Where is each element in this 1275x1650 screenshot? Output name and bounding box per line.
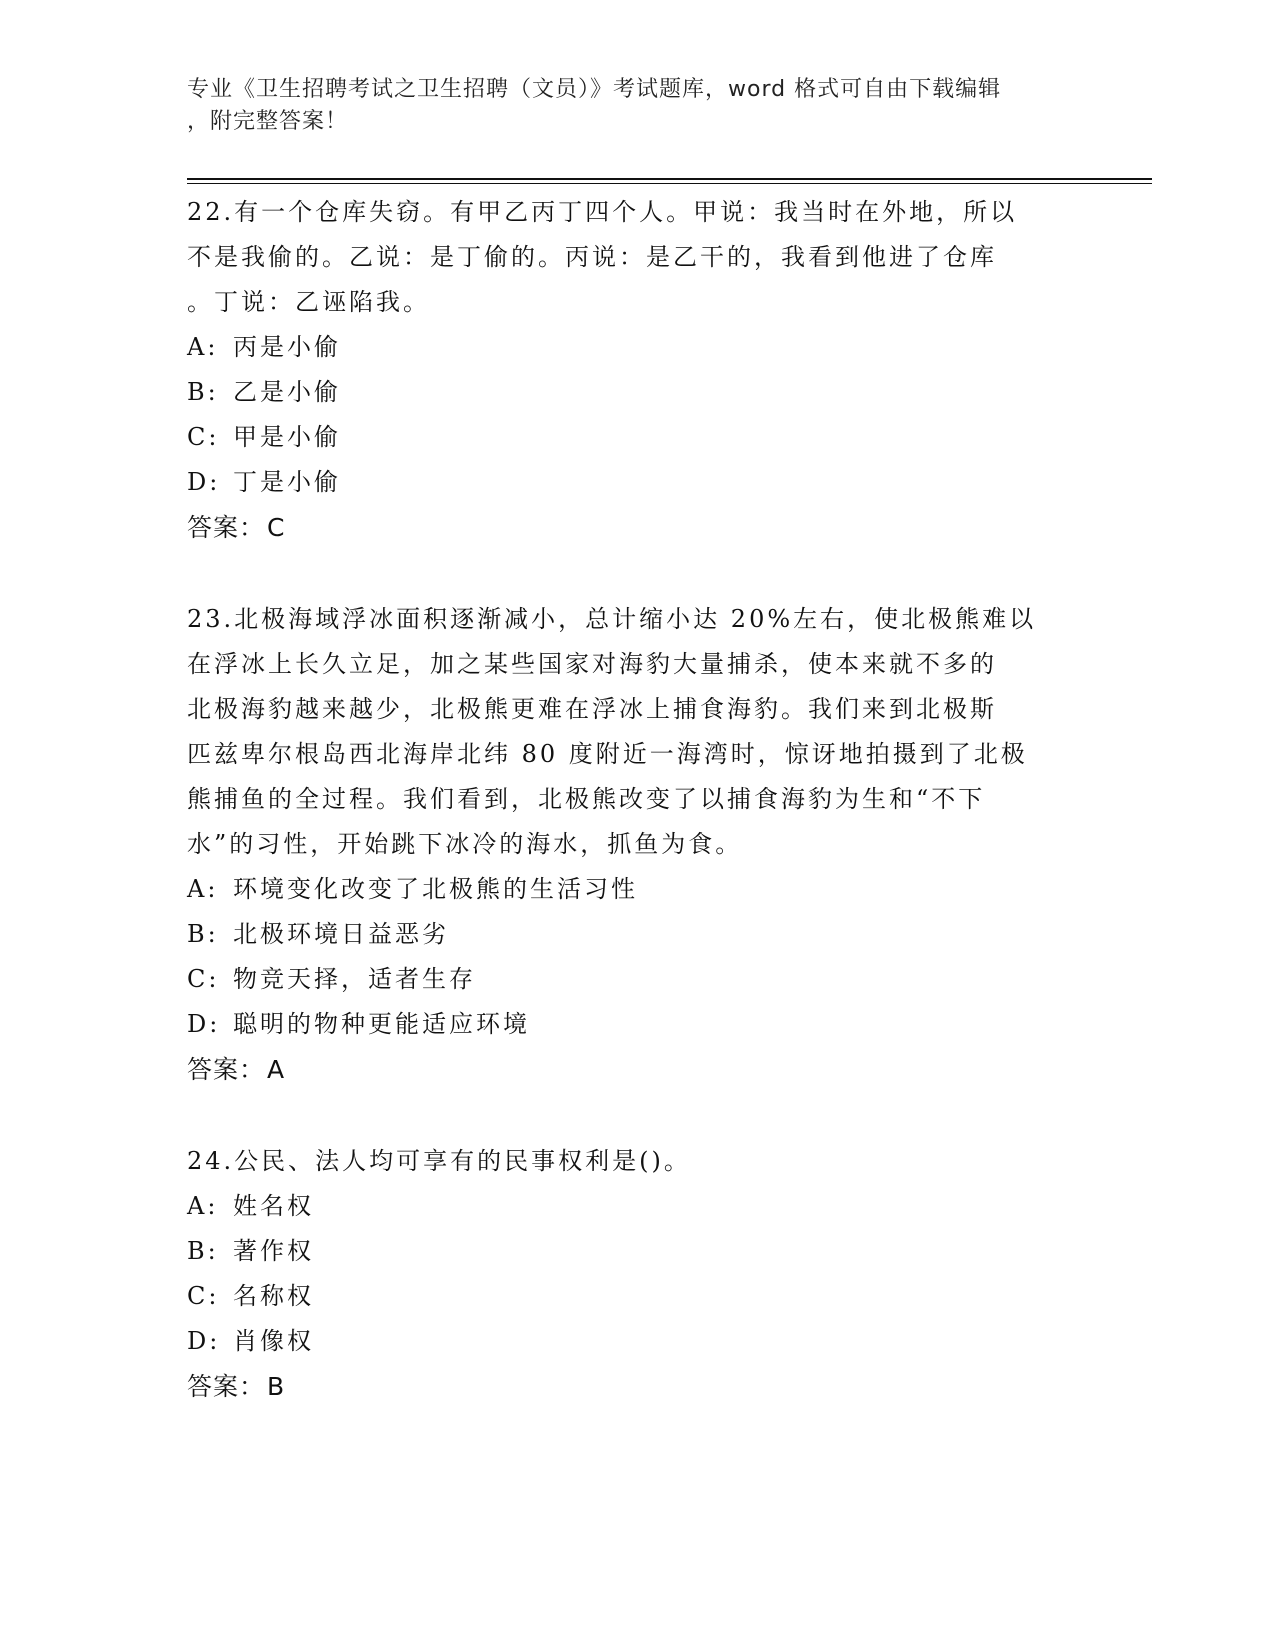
header-line-1: 专业《卫生招聘考试之卫生招聘（文员）》考试题库，word 格式可自由下载编辑 — [187, 77, 1002, 102]
header-rule-thick — [187, 178, 1152, 180]
option-letter: B: — [187, 1237, 219, 1265]
option-letter: D: — [187, 468, 221, 496]
question-line: 水”的习性，开始跳下冰冷的海水，抓鱼为食。 — [187, 830, 743, 858]
header-rule-thin — [187, 183, 1152, 184]
question-line: 不是我偷的。乙说：是丁偷的。丙说：是乙干的，我看到他进了仓库 — [187, 243, 997, 271]
option-text: 姓名权 — [233, 1192, 314, 1220]
option-c — [187, 1274, 1067, 1319]
option-text: 聪明的物种更能适应环境 — [233, 1010, 530, 1038]
option-c — [187, 415, 1067, 460]
option-text: 丙是小偷 — [233, 333, 341, 361]
question-24 — [187, 1139, 1067, 1409]
option-text: 名称权 — [233, 1282, 314, 1310]
option-letter: B: — [187, 378, 219, 406]
question-line: 北极海豹越来越少，北极熊更难在浮冰上捕食海豹。我们来到北极斯 — [187, 695, 997, 723]
question-line: 。丁说：乙诬陷我。 — [187, 288, 430, 316]
answer-label: 答案： — [187, 1055, 266, 1084]
answer — [187, 1364, 1067, 1409]
option-letter: B: — [187, 920, 219, 948]
option-a — [187, 325, 1067, 370]
option-text: 丁是小偷 — [233, 468, 341, 496]
answer — [187, 1047, 1067, 1092]
answer-label: 答案： — [187, 1372, 266, 1401]
question-line: 23.北极海域浮冰面积逐渐减小，总计缩小达 20%左右，使北极熊难以 — [187, 605, 1037, 633]
question-23 — [187, 597, 1067, 1092]
question-line: 22.有一个仓库失窃。有甲乙丙丁四个人。甲说：我当时在外地，所以 — [187, 198, 1018, 226]
header-line-2: ，附完整答案！ — [187, 109, 349, 134]
option-d — [187, 1002, 1067, 1047]
option-a — [187, 1184, 1067, 1229]
option-text: 甲是小偷 — [233, 423, 341, 451]
question-line: 匹兹卑尔根岛西北海岸北纬 80 度附近一海湾时，惊讶地拍摄到了北极 — [187, 740, 1028, 768]
option-letter: D: — [187, 1327, 221, 1355]
option-b — [187, 1229, 1067, 1274]
option-letter: A: — [187, 1192, 219, 1220]
document-header — [187, 74, 1067, 138]
answer-label: 答案： — [187, 513, 266, 542]
question-line: 24.公民、法人均可享有的民事权利是()。 — [187, 1147, 691, 1175]
option-text: 著作权 — [233, 1237, 314, 1265]
option-letter: C: — [187, 423, 220, 451]
answer — [187, 505, 1067, 550]
option-text: 环境变化改变了北极熊的生活习性 — [233, 875, 638, 903]
option-text: 北极环境日益恶劣 — [233, 920, 449, 948]
option-letter: A: — [187, 875, 219, 903]
question-line: 在浮冰上长久立足，加之某些国家对海豹大量捕杀，使本来就不多的 — [187, 650, 997, 678]
option-text: 乙是小偷 — [233, 378, 341, 406]
option-letter: C: — [187, 1282, 220, 1310]
question-line: 熊捕鱼的全过程。我们看到，北极熊改变了以捕食海豹为生和“不下 — [187, 785, 986, 813]
option-d — [187, 1319, 1067, 1364]
option-a — [187, 867, 1067, 912]
question-22 — [187, 190, 1067, 550]
answer-value: A — [267, 1055, 286, 1084]
option-letter: D: — [187, 1010, 221, 1038]
option-d — [187, 460, 1067, 505]
option-text: 肖像权 — [233, 1327, 314, 1355]
option-b — [187, 370, 1067, 415]
answer-value: C — [267, 513, 286, 542]
option-b — [187, 912, 1067, 957]
answer-value: B — [267, 1372, 286, 1401]
option-letter: C: — [187, 965, 220, 993]
option-letter: A: — [187, 333, 219, 361]
option-c — [187, 957, 1067, 1002]
option-text: 物竞天择，适者生存 — [233, 965, 476, 993]
